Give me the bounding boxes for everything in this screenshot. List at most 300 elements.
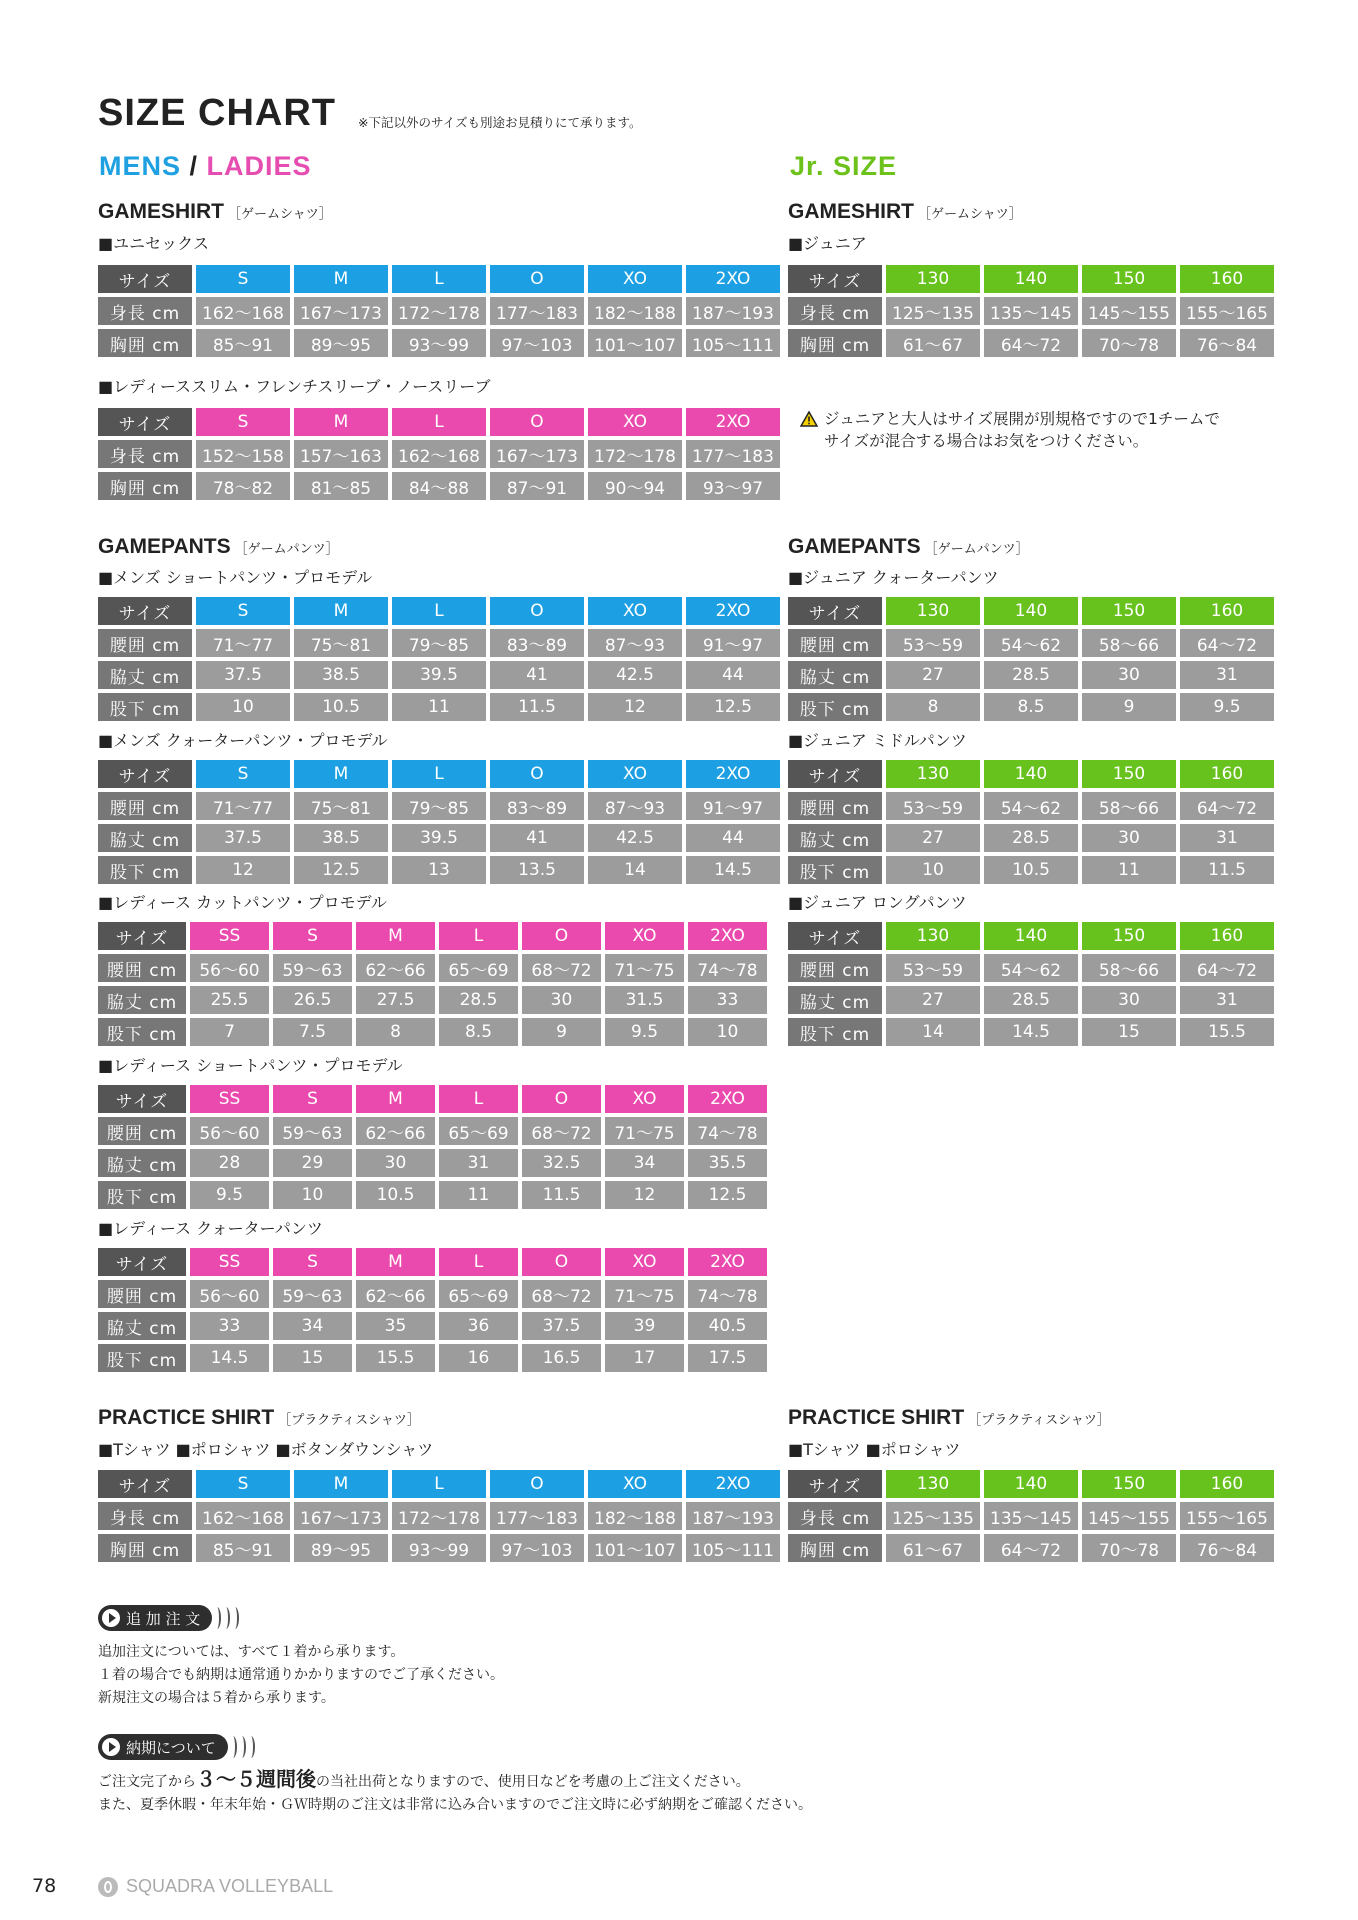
delivery-weeks: ３～５週間後 bbox=[196, 1767, 316, 1791]
table-cell: 31 bbox=[439, 1149, 518, 1177]
size-header-cell: L bbox=[439, 1085, 518, 1113]
table-cell: 101～107 bbox=[588, 1534, 682, 1562]
arc-decoration bbox=[222, 1607, 230, 1629]
size-header-cell: XO bbox=[605, 922, 684, 950]
table-cell: 34 bbox=[273, 1312, 352, 1340]
table-header-row bbox=[98, 265, 780, 293]
table-cell: 27 bbox=[886, 986, 980, 1014]
table-cell: 84～88 bbox=[392, 472, 486, 500]
table-cell: 68～72 bbox=[522, 954, 601, 982]
subsection-label: ■ユニセックス bbox=[98, 234, 209, 253]
table-cell: 28.5 bbox=[984, 661, 1078, 689]
table-cell: 14.5 bbox=[190, 1344, 269, 1372]
table-cell: 89～95 bbox=[294, 1534, 388, 1562]
size-header-cell: O bbox=[490, 1470, 584, 1498]
table-row bbox=[98, 824, 780, 852]
table-cell: 177～183 bbox=[490, 1502, 584, 1530]
row-label: サイズ bbox=[98, 922, 186, 950]
table-cell: 97～103 bbox=[490, 329, 584, 357]
table-cell: 167～173 bbox=[294, 1502, 388, 1530]
size-header-cell: SS bbox=[190, 1085, 269, 1113]
table-cell: 76～84 bbox=[1180, 329, 1274, 357]
delivery-tag bbox=[98, 1734, 255, 1760]
table-cell: 85～91 bbox=[196, 1534, 290, 1562]
table-cell: 8.5 bbox=[439, 1018, 518, 1046]
table-cell: 162～168 bbox=[392, 440, 486, 468]
subsection-label: ■メンズ クォーターパンツ・プロモデル bbox=[98, 731, 388, 750]
practice-shirt-jr-title bbox=[788, 1406, 1110, 1430]
size-header-cell: S bbox=[273, 1085, 352, 1113]
section-title: GAMESHIRT bbox=[788, 200, 914, 223]
size-table bbox=[98, 408, 780, 500]
size-header-cell: 140 bbox=[984, 760, 1078, 788]
size-header-cell: O bbox=[522, 922, 601, 950]
table-cell: 53～59 bbox=[886, 629, 980, 657]
row-label: 脇丈 cm bbox=[98, 986, 186, 1014]
table-cell: 12 bbox=[605, 1181, 684, 1209]
size-header-cell: 140 bbox=[984, 265, 1078, 293]
table-row bbox=[98, 986, 767, 1014]
subsection-label: ■ジュニア ミドルパンツ bbox=[788, 731, 967, 750]
row-label: 脇丈 cm bbox=[788, 824, 882, 852]
size-header-cell: XO bbox=[588, 408, 682, 436]
table-cell: 11.5 bbox=[490, 693, 584, 721]
row-label: サイズ bbox=[98, 760, 192, 788]
table-cell: 37.5 bbox=[196, 661, 290, 689]
table-cell: 13 bbox=[392, 856, 486, 884]
table-cell: 8 bbox=[356, 1018, 435, 1046]
warning-line: ジュニアと大人はサイズ展開が別規格ですので1チームで bbox=[824, 410, 1220, 428]
table-cell: 10 bbox=[273, 1181, 352, 1209]
table-cell: 9.5 bbox=[190, 1181, 269, 1209]
table-cell: 58～66 bbox=[1082, 954, 1176, 982]
table-cell: 31 bbox=[1180, 824, 1274, 852]
gamepants-jr-title bbox=[788, 535, 1029, 559]
brand-name: SQUADRA VOLLEYBALL bbox=[126, 1876, 334, 1896]
table-cell: 7.5 bbox=[273, 1018, 352, 1046]
table-row bbox=[788, 824, 1274, 852]
table-cell: 9 bbox=[522, 1018, 601, 1046]
size-header-cell: 2XO bbox=[686, 760, 780, 788]
table-cell: 167～173 bbox=[490, 440, 584, 468]
size-table bbox=[98, 1085, 767, 1209]
table-cell: 64～72 bbox=[1180, 629, 1274, 657]
row-label: 腰囲 cm bbox=[788, 954, 882, 982]
table-cell: 13.5 bbox=[490, 856, 584, 884]
table-cell: 61～67 bbox=[886, 329, 980, 357]
table-cell: 93～99 bbox=[392, 1534, 486, 1562]
row-label: 脇丈 cm bbox=[788, 986, 882, 1014]
table-row bbox=[788, 986, 1274, 1014]
table-cell: 34 bbox=[605, 1149, 684, 1177]
table-cell: 65～69 bbox=[439, 1117, 518, 1145]
table-cell: 76～84 bbox=[1180, 1534, 1274, 1562]
table-cell: 15 bbox=[273, 1344, 352, 1372]
size-header-cell: 2XO bbox=[686, 265, 780, 293]
table-cell: 28.5 bbox=[984, 986, 1078, 1014]
row-label: サイズ bbox=[98, 597, 192, 625]
table-cell: 105～111 bbox=[686, 329, 780, 357]
row-label: 股下 cm bbox=[98, 1344, 186, 1372]
size-header-cell: XO bbox=[605, 1085, 684, 1113]
size-header-cell: 150 bbox=[1082, 922, 1176, 950]
table-cell: 10 bbox=[688, 1018, 767, 1046]
table-cell: 31 bbox=[1180, 986, 1274, 1014]
table-cell: 28.5 bbox=[984, 824, 1078, 852]
table-cell: 30 bbox=[1082, 824, 1176, 852]
table-cell: 15 bbox=[1082, 1018, 1176, 1046]
section-title-jp: ［ゲームパンツ］ bbox=[234, 541, 339, 556]
table-row bbox=[98, 693, 780, 721]
table-cell: 187～193 bbox=[686, 297, 780, 325]
table-header-row bbox=[98, 922, 767, 950]
table-cell: 35.5 bbox=[688, 1149, 767, 1177]
size-header-cell: L bbox=[392, 1470, 486, 1498]
table-cell: 28 bbox=[190, 1149, 269, 1177]
table-cell: 54～62 bbox=[984, 629, 1078, 657]
table-header-row bbox=[98, 1085, 767, 1113]
size-table bbox=[98, 922, 767, 1046]
table-cell: 65～69 bbox=[439, 1280, 518, 1308]
size-table bbox=[788, 760, 1274, 884]
table-cell: 187～193 bbox=[686, 1502, 780, 1530]
row-label: 股下 cm bbox=[98, 1181, 186, 1209]
row-label: 脇丈 cm bbox=[98, 661, 192, 689]
size-header-cell: 130 bbox=[886, 922, 980, 950]
table-cell: 36 bbox=[439, 1312, 518, 1340]
size-header-cell: S bbox=[196, 265, 290, 293]
table-header-row bbox=[788, 597, 1274, 625]
size-header-cell: S bbox=[196, 408, 290, 436]
table-cell: 93～97 bbox=[686, 472, 780, 500]
table-row bbox=[98, 661, 780, 689]
section-title-jp: ［プラクティスシャツ］ bbox=[278, 1412, 420, 1427]
table-cell: 37.5 bbox=[196, 824, 290, 852]
table-cell: 125～135 bbox=[886, 1502, 980, 1530]
mens-label: MENS bbox=[99, 151, 182, 181]
arc-decoration bbox=[229, 1736, 237, 1758]
table-row bbox=[98, 1502, 780, 1530]
size-table bbox=[788, 597, 1274, 721]
table-cell: 152～158 bbox=[196, 440, 290, 468]
delivery-post: の当社出荷となりますので、使用日などを考慮の上ご注文ください。 bbox=[316, 1774, 750, 1790]
page-number: 78 bbox=[32, 1875, 57, 1897]
text-line bbox=[98, 1768, 812, 1794]
table-row bbox=[98, 1117, 767, 1145]
delivery-pill bbox=[98, 1734, 228, 1760]
table-cell: 38.5 bbox=[294, 824, 388, 852]
table-cell: 64～72 bbox=[984, 329, 1078, 357]
additional-order-pill bbox=[98, 1605, 212, 1631]
size-header-cell: 2XO bbox=[686, 1470, 780, 1498]
table-cell: 27 bbox=[886, 824, 980, 852]
table-cell: 182～188 bbox=[588, 297, 682, 325]
table-cell: 64～72 bbox=[1180, 954, 1274, 982]
table-cell: 41 bbox=[490, 661, 584, 689]
table-cell: 62～66 bbox=[356, 1280, 435, 1308]
table-cell: 155～165 bbox=[1180, 297, 1274, 325]
section-title-jp: ［ゲームシャツ］ bbox=[918, 206, 1022, 221]
table-cell: 64～72 bbox=[984, 1534, 1078, 1562]
table-row bbox=[98, 297, 780, 325]
table-cell: 16.5 bbox=[522, 1344, 601, 1372]
size-table bbox=[98, 1248, 767, 1372]
size-header-cell: 130 bbox=[886, 597, 980, 625]
junior-warning bbox=[800, 408, 1220, 452]
size-header-cell: 160 bbox=[1180, 760, 1274, 788]
table-header-row bbox=[788, 760, 1274, 788]
table-cell: 59～63 bbox=[273, 1117, 352, 1145]
section-title-jp: ［プラクティスシャツ］ bbox=[968, 1412, 1110, 1427]
table-cell: 30 bbox=[356, 1149, 435, 1177]
row-label: 腰囲 cm bbox=[98, 954, 186, 982]
table-cell: 71～75 bbox=[605, 1117, 684, 1145]
arc-decoration bbox=[238, 1736, 246, 1758]
pill-label: 納期について bbox=[126, 1738, 216, 1757]
table-cell: 12 bbox=[196, 856, 290, 884]
table-cell: 14.5 bbox=[686, 856, 780, 884]
size-header-cell: 2XO bbox=[688, 1085, 767, 1113]
table-cell: 30 bbox=[1082, 661, 1176, 689]
size-header-cell: M bbox=[294, 597, 388, 625]
section-title: GAMEPANTS bbox=[788, 535, 921, 558]
size-header-cell: M bbox=[294, 265, 388, 293]
table-row bbox=[788, 954, 1274, 982]
size-header-cell: 2XO bbox=[686, 408, 780, 436]
size-table bbox=[98, 1470, 780, 1562]
row-label: 腰囲 cm bbox=[788, 792, 882, 820]
table-cell: 58～66 bbox=[1082, 629, 1176, 657]
top-note: ※下記以外のサイズも別途お見積りにて承ります。 bbox=[358, 115, 642, 130]
table-header-row bbox=[98, 1470, 780, 1498]
size-table bbox=[788, 922, 1274, 1046]
table-cell: 58～66 bbox=[1082, 792, 1176, 820]
table-cell: 17 bbox=[605, 1344, 684, 1372]
size-header-cell: 160 bbox=[1180, 597, 1274, 625]
table-cell: 91～97 bbox=[686, 629, 780, 657]
size-header-cell: XO bbox=[605, 1248, 684, 1276]
delivery-pre: ご注文完了から bbox=[98, 1774, 196, 1790]
table-cell: 71～77 bbox=[196, 792, 290, 820]
table-cell: 12.5 bbox=[686, 693, 780, 721]
section-title: GAMESHIRT bbox=[98, 200, 224, 223]
table-cell: 9 bbox=[1082, 693, 1176, 721]
table-cell: 125～135 bbox=[886, 297, 980, 325]
table-cell: 90～94 bbox=[588, 472, 682, 500]
mens-ladies-heading bbox=[99, 151, 312, 182]
size-header-cell: 150 bbox=[1082, 1470, 1176, 1498]
size-header-cell: 150 bbox=[1082, 265, 1176, 293]
row-label: 腰囲 cm bbox=[98, 1117, 186, 1145]
table-row bbox=[98, 954, 767, 982]
text-line: １着の場合でも納期は通常通りかかりますのでご了承ください。 bbox=[98, 1667, 504, 1683]
row-label: 身長 cm bbox=[788, 1502, 882, 1530]
table-cell: 39.5 bbox=[392, 824, 486, 852]
table-row bbox=[98, 329, 780, 357]
row-label: 腰囲 cm bbox=[98, 1280, 186, 1308]
table-cell: 81～85 bbox=[294, 472, 388, 500]
size-header-cell: M bbox=[356, 1085, 435, 1113]
table-cell: 74～78 bbox=[688, 1117, 767, 1145]
pill-label: 追 加 注 文 bbox=[126, 1609, 201, 1628]
table-cell: 59～63 bbox=[273, 1280, 352, 1308]
table-cell: 87～93 bbox=[588, 629, 682, 657]
table-cell: 93～99 bbox=[392, 329, 486, 357]
row-label: 胸囲 cm bbox=[788, 1534, 882, 1562]
row-label: 脇丈 cm bbox=[98, 1312, 186, 1340]
table-cell: 68～72 bbox=[522, 1280, 601, 1308]
table-cell: 177～183 bbox=[490, 297, 584, 325]
table-header-row bbox=[98, 760, 780, 788]
table-cell: 42.5 bbox=[588, 661, 682, 689]
subsection-label: ■Tシャツ ■ポロシャツ ■ボタンダウンシャツ bbox=[98, 1440, 434, 1459]
table-cell: 167～173 bbox=[294, 297, 388, 325]
size-header-cell: S bbox=[196, 760, 290, 788]
section-title-jp: ［ゲームパンツ］ bbox=[924, 541, 1029, 556]
table-row bbox=[98, 629, 780, 657]
table-cell: 79～85 bbox=[392, 629, 486, 657]
table-cell: 162～168 bbox=[196, 297, 290, 325]
table-cell: 53～59 bbox=[886, 792, 980, 820]
table-row bbox=[788, 661, 1274, 689]
size-header-cell: 150 bbox=[1082, 597, 1176, 625]
size-header-cell: M bbox=[294, 1470, 388, 1498]
row-label: 脇丈 cm bbox=[98, 1149, 186, 1177]
table-cell: 68～72 bbox=[522, 1117, 601, 1145]
row-label: 脇丈 cm bbox=[788, 661, 882, 689]
subsection-label: ■レディース ショートパンツ・プロモデル bbox=[98, 1056, 403, 1075]
table-cell: 38.5 bbox=[294, 661, 388, 689]
table-cell: 29 bbox=[273, 1149, 352, 1177]
table-row bbox=[98, 1181, 767, 1209]
size-header-cell: 2XO bbox=[688, 922, 767, 950]
size-table bbox=[98, 760, 780, 884]
table-cell: 155～165 bbox=[1180, 1502, 1274, 1530]
table-cell: 28.5 bbox=[439, 986, 518, 1014]
table-cell: 91～97 bbox=[686, 792, 780, 820]
table-header-row bbox=[788, 1470, 1274, 1498]
table-header-row bbox=[98, 408, 780, 436]
size-header-cell: 160 bbox=[1180, 265, 1274, 293]
table-cell: 172～178 bbox=[588, 440, 682, 468]
table-row bbox=[98, 1149, 767, 1177]
table-cell: 39 bbox=[605, 1312, 684, 1340]
arc-decoration bbox=[247, 1736, 255, 1758]
additional-order-text bbox=[98, 1641, 504, 1710]
subsection-label: ■レディーススリム・フレンチスリーブ・ノースリーブ bbox=[98, 377, 491, 396]
table-cell: 7 bbox=[190, 1018, 269, 1046]
play-icon bbox=[102, 1738, 120, 1756]
table-cell: 10 bbox=[196, 693, 290, 721]
table-cell: 172～178 bbox=[392, 297, 486, 325]
section-title: GAMEPANTS bbox=[98, 535, 231, 558]
table-cell: 87～91 bbox=[490, 472, 584, 500]
table-cell: 182～188 bbox=[588, 1502, 682, 1530]
table-cell: 15.5 bbox=[356, 1344, 435, 1372]
table-cell: 53～59 bbox=[886, 954, 980, 982]
row-label: 身長 cm bbox=[98, 440, 192, 468]
text-line: 追加注文については、すべて１着から承ります。 bbox=[98, 1644, 405, 1660]
size-header-cell: L bbox=[392, 265, 486, 293]
row-label: 股下 cm bbox=[98, 693, 192, 721]
table-cell: 78～82 bbox=[196, 472, 290, 500]
row-label: サイズ bbox=[98, 265, 192, 293]
footer-brand bbox=[98, 1876, 333, 1897]
size-header-cell: O bbox=[522, 1085, 601, 1113]
row-label: サイズ bbox=[98, 408, 192, 436]
row-label: 身長 cm bbox=[788, 297, 882, 325]
table-cell: 11.5 bbox=[522, 1181, 601, 1209]
size-table bbox=[98, 597, 780, 721]
warning-icon bbox=[800, 411, 818, 427]
table-cell: 31.5 bbox=[605, 986, 684, 1014]
table-row bbox=[788, 1018, 1274, 1046]
table-cell: 83～89 bbox=[490, 792, 584, 820]
table-cell: 15.5 bbox=[1180, 1018, 1274, 1046]
table-cell: 177～183 bbox=[686, 440, 780, 468]
table-cell: 89～95 bbox=[294, 329, 388, 357]
subsection-label: ■ジュニア ロングパンツ bbox=[788, 893, 967, 912]
heading-separator: / bbox=[181, 151, 207, 181]
size-header-cell: L bbox=[392, 597, 486, 625]
table-cell: 27 bbox=[886, 661, 980, 689]
size-header-cell: 130 bbox=[886, 760, 980, 788]
brand-logo-icon bbox=[98, 1877, 118, 1897]
size-header-cell: M bbox=[294, 760, 388, 788]
row-label: サイズ bbox=[788, 265, 882, 293]
subsection-label: ■メンズ ショートパンツ・プロモデル bbox=[98, 568, 373, 587]
table-cell: 44 bbox=[686, 824, 780, 852]
row-label: 股下 cm bbox=[98, 856, 192, 884]
subsection-label: ■レディース カットパンツ・プロモデル bbox=[98, 893, 387, 912]
size-header-cell: S bbox=[273, 922, 352, 950]
table-cell: 32.5 bbox=[522, 1149, 601, 1177]
table-cell: 59～63 bbox=[273, 954, 352, 982]
size-header-cell: 130 bbox=[886, 1470, 980, 1498]
row-label: 股下 cm bbox=[788, 856, 882, 884]
table-cell: 17.5 bbox=[688, 1344, 767, 1372]
table-row bbox=[98, 856, 780, 884]
table-cell: 26.5 bbox=[273, 986, 352, 1014]
subsection-label: ■ジュニア bbox=[788, 234, 867, 253]
table-cell: 25.5 bbox=[190, 986, 269, 1014]
table-row bbox=[98, 1534, 780, 1562]
size-header-cell: O bbox=[490, 408, 584, 436]
table-header-row bbox=[788, 265, 1274, 293]
size-header-cell: 160 bbox=[1180, 1470, 1274, 1498]
table-cell: 135～145 bbox=[984, 1502, 1078, 1530]
text-line: また、夏季休暇・年末年始・ＧＷ時期のご注文は非常に込み合いますのでご注文時に必ず納期をご確認ください。 bbox=[98, 1797, 812, 1813]
table-cell: 12.5 bbox=[294, 856, 388, 884]
table-cell: 35 bbox=[356, 1312, 435, 1340]
table-cell: 162～168 bbox=[196, 1502, 290, 1530]
table-cell: 83～89 bbox=[490, 629, 584, 657]
warning-line: サイズが混合する場合はお気をつけください。 bbox=[824, 432, 1149, 450]
table-row bbox=[98, 440, 780, 468]
table-row bbox=[788, 329, 1274, 357]
size-header-cell: SS bbox=[190, 922, 269, 950]
jr-size-heading: Jr. SIZE bbox=[790, 151, 898, 181]
table-row bbox=[788, 856, 1274, 884]
size-header-cell: L bbox=[439, 1248, 518, 1276]
size-header-cell: XO bbox=[588, 1470, 682, 1498]
table-cell: 75～81 bbox=[294, 629, 388, 657]
row-label: サイズ bbox=[98, 1470, 192, 1498]
size-header-cell: 150 bbox=[1082, 760, 1176, 788]
row-label: 股下 cm bbox=[788, 693, 882, 721]
table-cell: 16 bbox=[439, 1344, 518, 1372]
play-icon bbox=[102, 1609, 120, 1627]
